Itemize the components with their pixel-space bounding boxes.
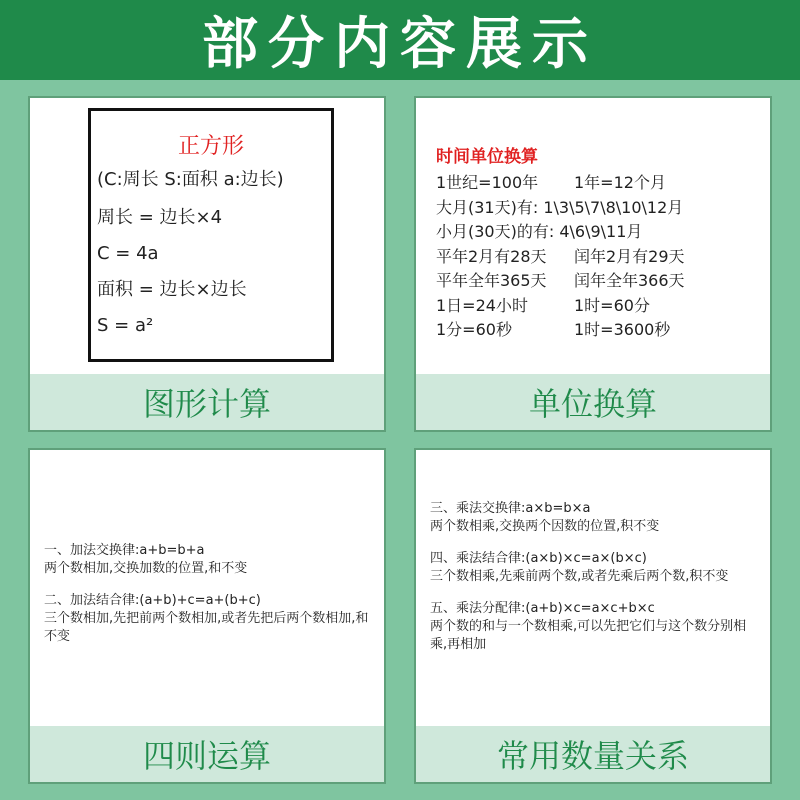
law-desc: 两个数的和与一个数相乘,可以先把它们与这个数分别相乘,再相加 [430,619,747,652]
law-title: 一、加法交换律:a+b=b+a [44,543,205,558]
unit-cell: 平年全年365天 [436,271,547,290]
unit-cell: 1时=3600秒 [574,320,671,339]
formula-perimeter: C = 4a [97,243,159,264]
unit-cell: 1分=60秒 [436,320,512,339]
law-item [44,542,374,578]
law-title: 三、乘法交换律:a×b=b×a [430,501,591,516]
unit-cell: 大月(31天)有: 1\3\5\7\8\10\12月 [436,197,684,217]
unit-cell: 闰年2月有29天 [574,246,685,266]
unit-row [436,318,762,343]
unit-cell: 1年=12个月 [574,173,666,192]
unit-list [436,142,762,343]
formula-area: S = a² [97,315,154,336]
card-relations-footer: 常用数量关系 [416,726,770,782]
law-item [430,550,760,586]
unit-cell: 闰年全年366天 [574,271,685,290]
card-units-body [416,98,770,374]
card-units-footer: 单位换算 [416,374,770,430]
unit-row [436,196,762,221]
card-relations-body [416,450,770,726]
square-title: 正方形 [177,134,244,159]
unit-cell: 1日=24小时 [436,295,528,315]
law-list [430,500,760,668]
unit-row [436,220,762,245]
page-title: 部分内容展示 [202,12,598,77]
law-item [430,500,760,536]
law-title: 五、乘法分配律:(a+b)×c=a×c+b×c [430,601,655,616]
law-desc: 两个数相乘,交换两个因数的位置,积不变 [430,519,660,534]
law-desc: 三个数相乘,先乘前两个数,或者先乘后两个数,积不变 [430,569,729,584]
card-arithmetic [28,448,386,784]
card-geometry [28,96,386,432]
law-item [44,592,374,646]
card-arithmetic-body [30,450,384,726]
card-arithmetic-footer: 四则运算 [30,726,384,782]
card-geometry-footer: 图形计算 [30,374,384,430]
header-banner [0,0,800,80]
law-title: 二、加法结合律:(a+b)+c=a+(b+c) [44,593,261,608]
card-geometry-body [30,98,384,374]
law-title: 四、乘法结合律:(a×b)×c=a×(b×c) [430,551,647,566]
unit-cell: 小月(30天)的有: 4\6\9\11月 [436,222,643,241]
unit-cell: 平年2月有28天 [436,246,547,266]
card-units [414,96,772,432]
law-desc: 三个数相加,先把前两个数相加,或者先把后两个数相加,和不变 [44,611,369,644]
unit-row [436,269,762,294]
unit-row [436,245,762,270]
unit-row [436,294,762,319]
law-desc: 两个数相加,交换加数的位置,和不变 [44,561,248,576]
formula-area-words: 面积 = 边长×边长 [97,279,247,300]
law-item [430,600,760,654]
unit-cell: 1世纪=100年 [436,173,539,192]
law-list [44,542,374,660]
unit-cell: 1时=60分 [574,295,650,315]
unit-row [436,171,762,196]
formula-perimeter-words: 周长 = 边长×4 [97,207,223,228]
unit-title: 时间单位换算 [436,147,538,167]
card-relations [414,448,772,784]
square-formula-box [88,108,334,362]
formula-legend: (C:周长 S:面积 a:边长) [97,169,284,190]
